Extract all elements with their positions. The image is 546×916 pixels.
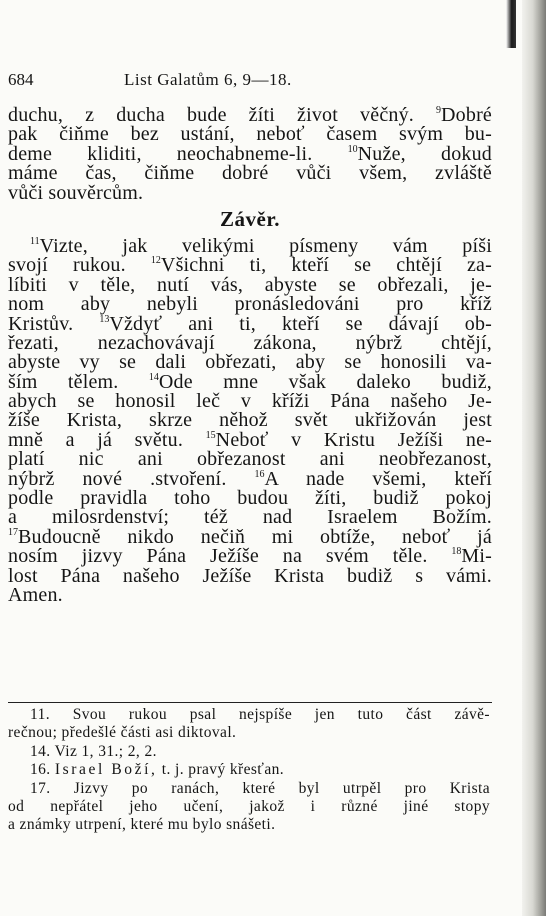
- text-line: platí nic ani obřezanost ani neobřezanost,: [8, 448, 492, 471]
- main-text: [8, 106, 492, 605]
- page-spine-shadow: [522, 0, 546, 916]
- spaced-term: Israel Boží,: [54, 761, 158, 779]
- verse-number: 16: [254, 468, 265, 480]
- section-heading: Závěr.: [220, 206, 280, 231]
- text-line: nosím jizvy Pána Ježíše na svém těle. $^{18}$Mi-: [8, 545, 492, 568]
- text-line: řezati, nezachovávají zákona, nýbrž chtějí,: [8, 331, 492, 354]
- footnote-divider: [8, 702, 492, 703]
- footnote-line: 17. Jizvy po ranách, které byl utrpěl pro Krista: [30, 779, 490, 797]
- verse-number: 13: [99, 313, 110, 325]
- text-line: svojí rukou. $^{12}$Všichni ti, kteří se chtějí za-: [8, 254, 492, 277]
- text-line: deme kliditi, neochabneme-li. $^{10}$Nuže, dokud: [8, 142, 492, 165]
- text-line: pak čiňme bez ustání, neboť časem svým bu-: [8, 123, 492, 146]
- text-line: $^{17}$Budoucně nikdo nečiň mi obtíže, neboť já: [8, 525, 492, 548]
- text-line: podle pravidla toho budou žíti, budiž pokoj: [8, 487, 492, 510]
- footnote-line: a známky utrpení, které mu bylo snášeti.: [8, 816, 276, 834]
- footnotes: [8, 706, 490, 835]
- verse-number: 10: [347, 143, 358, 155]
- text-line: duchu, z ducha bude žíti život věčný. $^9$Dobré: [8, 104, 493, 126]
- text-line: Amen.: [8, 583, 63, 606]
- running-header: [8, 70, 498, 94]
- text-line: $^{11}$Vizte, jak velikými písmeny vám píši: [30, 234, 492, 257]
- footnote-line: 16. Israel Boží, t. j. pravý křesťan.: [30, 761, 285, 779]
- running-title: List Galatům 6, 9—18.: [124, 70, 292, 89]
- text-line: abych se honosil leč v kříži Pána našeho Je-: [8, 390, 492, 413]
- text-line: a milosrdenství; též nad Israelem Božím.: [8, 506, 492, 529]
- footnote-line: od nepřátel jeho učení, jakož i různé jiné stopy: [8, 797, 490, 815]
- text-line: vůči souvěrcům.: [8, 181, 144, 204]
- footnote-line: 14. Viz 1, 31.; 2, 2.: [30, 742, 157, 760]
- text-line: lost Pána našeho Ježíše Krista budiž s vámi.: [8, 564, 492, 587]
- footnote-line: 11. Svou rukou psal nejspíše jen tuto část závě-: [30, 706, 490, 723]
- text-line: máme čas, čiňme dobré vůči všem, zvláště: [8, 162, 492, 185]
- verse-number: 14: [148, 371, 159, 383]
- text-line: ším tělem. $^{14}$Ode mne však daleko budiž,: [8, 370, 493, 393]
- verse-number: 17: [8, 526, 18, 538]
- spine-mark: [506, 0, 516, 48]
- text-line: abyste vy se dali obřezati, aby se honosili va-: [8, 351, 492, 374]
- text-line: nom aby nebyli pronásledováni pro kříž: [8, 293, 492, 316]
- page-number: 684: [8, 70, 34, 89]
- footnote-line: rečnou; předešlé části asi diktoval.: [8, 724, 237, 742]
- verse-number: 15: [205, 429, 216, 441]
- verse-number: 11: [30, 235, 40, 247]
- text-line: mně a já světu. $^{15}$Neboť v Kristu Ježíši ne-: [8, 428, 492, 451]
- text-line: líbiti v těle, nutí vás, abyste se obřezali, je-: [8, 273, 492, 296]
- verse-number: 12: [150, 255, 161, 267]
- text-line: nýbrž nové .stvoření. $^{16}$A nade všemi, kteří: [8, 467, 492, 490]
- verse-number: 9: [436, 105, 442, 116]
- verse-number: 18: [451, 546, 462, 558]
- text-line: Kristův. $^{13}$Vždyť ani ti, kteří se dávají ob-: [8, 312, 492, 335]
- text-line: žíše Krista, skrze něhož svět ukřižován jest: [8, 409, 492, 432]
